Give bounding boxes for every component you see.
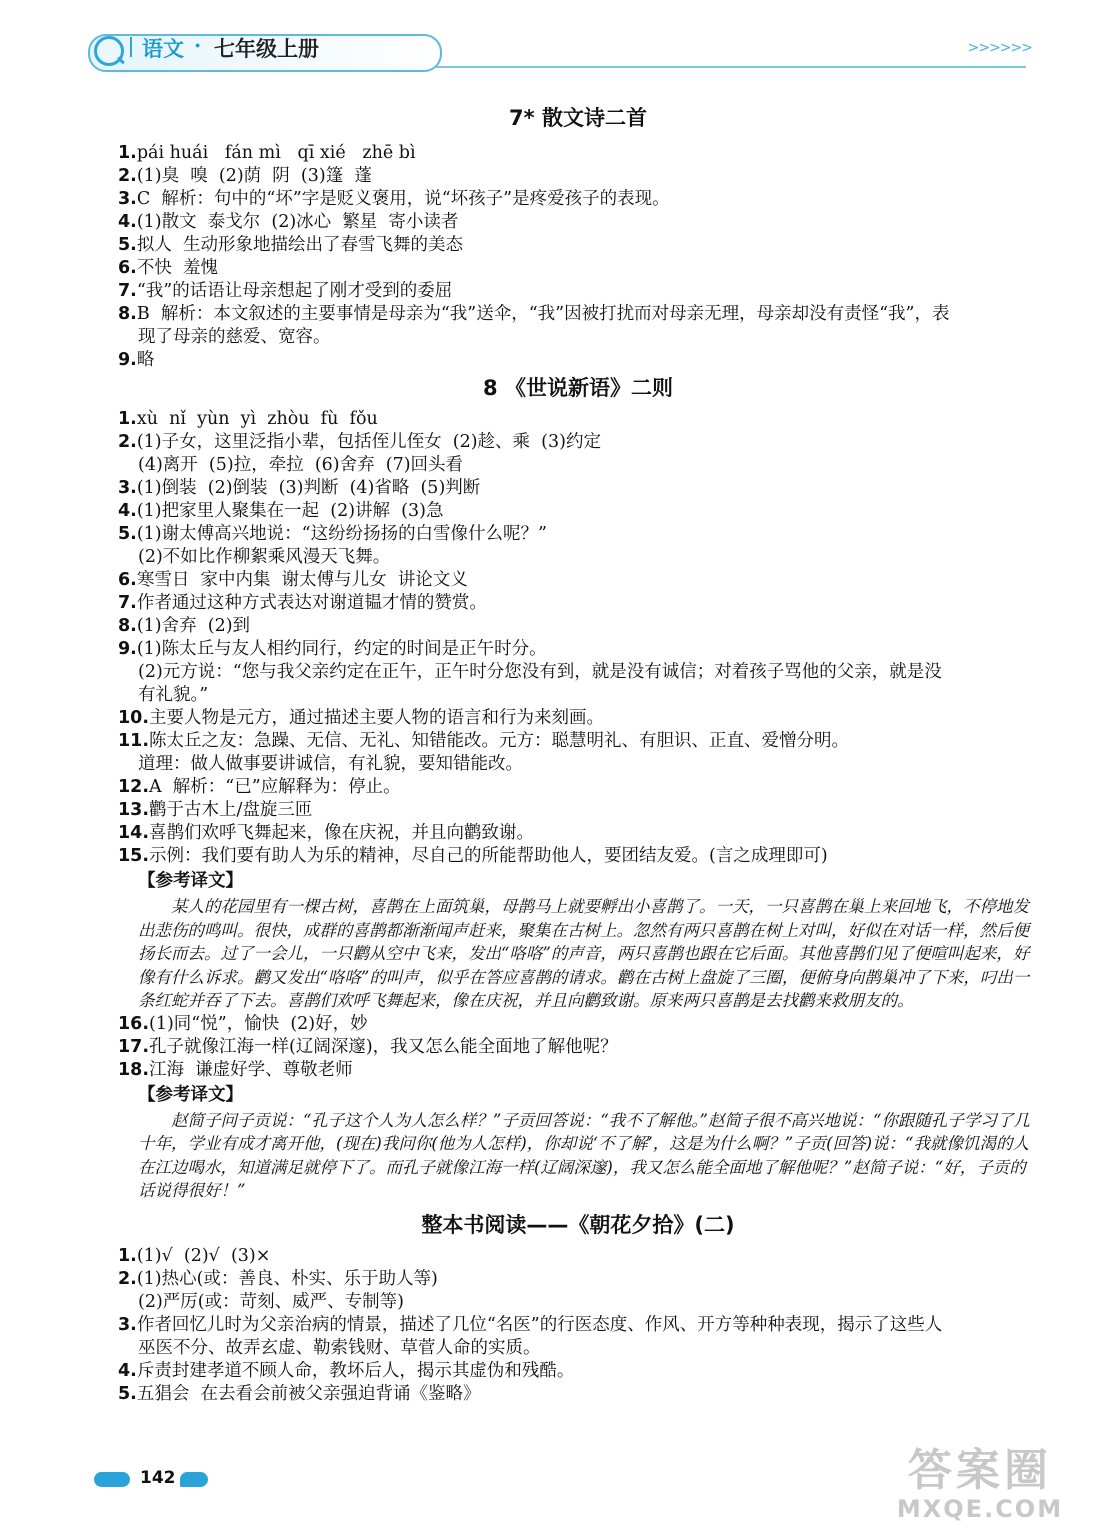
subject-label: 语文 [142, 37, 184, 61]
answer-text: (1)谢太傅高兴地说：“这纷纷扬扬的白雪像什么呢？” [136, 524, 548, 544]
answer-text: 孔子就像江海一样(辽阔深邃)，我又怎么能全面地了解他呢？ [149, 1036, 618, 1057]
answer-line [118, 349, 1038, 372]
answer-content [118, 100, 1038, 1406]
question-number: 7. [118, 281, 137, 301]
answer-text: 作者通过这种方式表达对谢道韫才情的赞赏。 [136, 593, 487, 613]
answer-line [118, 280, 1038, 303]
question-number: 8. [118, 616, 137, 636]
question-number: 9. [118, 639, 137, 659]
header-divider [130, 37, 132, 57]
question-number: 12. [118, 777, 150, 797]
question-number: 2. [118, 432, 137, 452]
answer-line [118, 592, 1038, 615]
question-number: 2. [118, 1268, 137, 1289]
answer-line [118, 1314, 1038, 1337]
answer-line [118, 408, 1038, 431]
question-number: 11. [118, 731, 150, 751]
answer-text: 五猖会 在去看会前被父亲强迫背诵《鉴略》 [136, 1383, 481, 1404]
watermark-url: MXQE.COM [896, 1495, 1064, 1523]
answer-line [118, 638, 1038, 661]
answer-text: A 解析：“已”应解释为：停止。 [149, 777, 401, 797]
question-number: 4. [118, 212, 137, 232]
question-number: 7. [118, 593, 137, 613]
question-number: 8. [118, 304, 137, 324]
answer-text: (1)散文 泰戈尔 (2)冰心 繁星 寄小读者 [136, 212, 459, 232]
watermark-logo [885, 1446, 1075, 1526]
page-header [88, 30, 1038, 76]
answer-text: 喜鹊们欢呼飞舞起来，像在庆祝，并且向鹳致谢。 [149, 823, 535, 843]
question-number: 17. [118, 1036, 150, 1057]
question-number: 1. [118, 1245, 137, 1266]
answer-line [118, 1337, 1038, 1360]
book-reading-answers [118, 1245, 1038, 1406]
answer-line [118, 500, 1038, 523]
chevrons-icon: >>>>>> [967, 40, 1032, 56]
header-rule [436, 66, 1026, 68]
answer-line [118, 1291, 1038, 1314]
section-7-answers [118, 142, 1038, 372]
answer-line [118, 142, 1038, 165]
answer-line [118, 799, 1038, 822]
answer-text: 寒雪日 家中内集 谢太傅与儿女 讲论文义 [136, 570, 468, 590]
answer-line [118, 615, 1038, 638]
answer-line [118, 707, 1038, 730]
answer-text: (1)√ (2)√ (3)× [136, 1245, 271, 1266]
answer-text: 略 [136, 350, 155, 370]
question-number: 6. [118, 258, 137, 278]
question-number: 1. [118, 409, 137, 429]
answer-line [118, 165, 1038, 188]
answer-text: (1)子女，这里泛指小辈，包括侄儿侄女 (2)趁、乘 (3)约定 [136, 432, 601, 452]
answer-text: 陈太丘之友：急躁、无信、无礼、知错能改。元方：聪慧明礼、有胆识、正直、爱憎分明。 [149, 731, 850, 751]
question-number: 4. [118, 501, 137, 521]
magnifier-icon [94, 36, 124, 66]
question-number: 18. [118, 1059, 150, 1080]
question-number: 3. [118, 189, 137, 209]
answer-text: (4)离开 (5)拉，牵拉 (6)舍弃 (7)回头看 [138, 455, 464, 475]
question-number: 16. [118, 1013, 150, 1034]
answer-text: B 解析：本文叙述的主要事情是母亲为“我”送伞，“我”因被打扰而对母亲无理，母亲却没有责怪“我”，表 [136, 304, 950, 324]
question-number: 9. [118, 350, 137, 370]
answer-text: “我”的话语让母亲想起了刚才受到的委屈 [136, 281, 453, 301]
question-number: 3. [118, 478, 137, 498]
question-number: 5. [118, 524, 137, 544]
section-title-8: 8 《世说新语》二则 [483, 376, 673, 400]
answer-line [118, 661, 1038, 684]
answer-text: (2)不如比作柳絮乘风漫天飞舞。 [138, 547, 391, 567]
reference-translation-1: 某人的花园里有一棵古树，喜鹊在上面筑巢，母鹊马上就要孵出小喜鹊了。一天，一只喜鹊在巢上来回地飞，不停地发出悲伤的鸣叫。很快，成群的喜鹊都渐渐闻声赶来，聚集在古树上。忽然有两只喜鹊在树上对叫，好似在对话一样，然后便扬长而去。过了一会儿，一只鹳从空中飞来，发出“咯咯”的声音，两只喜鹊也跟在它后面。其他喜鹊们见了便喧叫起来，好像有什么诉求。鹳又发出“咯咯”的叫声，似乎在答应喜鹊的请求。鹳在古树上盘旋了三圈，便俯身向鹊巢冲了下来，叼出一条红蛇并吞了下去。喜鹊们欢呼飞舞起来，像在庆祝，并且向鹳致谢。原来两只喜鹊是去找鹳来救朋友的。 [138, 897, 1030, 1010]
answer-line [118, 753, 1038, 776]
answer-text: pái huái fán mì qī xié zhē bì [136, 143, 416, 163]
answer-line [118, 822, 1038, 845]
answer-line [118, 303, 1038, 326]
header-dot: · [194, 33, 202, 58]
answer-line [118, 257, 1038, 280]
answer-text: (1)倒装 (2)倒装 (3)判断 (4)省略 (5)判断 [136, 478, 481, 498]
answer-line [118, 1360, 1038, 1383]
answer-line [118, 1013, 1038, 1036]
answer-text: 斥责封建孝道不顾人命，教坏后人，揭示其虚伪和残酷。 [136, 1360, 575, 1381]
section-8-answers [118, 408, 1038, 868]
question-number: 3. [118, 1314, 137, 1335]
answer-text: 现了母亲的慈爱、宽容。 [138, 327, 331, 347]
answer-text: 巫医不分、故弄玄虚、勒索钱财、草菅人命的实质。 [138, 1337, 541, 1358]
answer-text: xù nǐ yùn yì zhòu fù fǒu [136, 409, 378, 429]
answer-line [118, 1036, 1038, 1059]
question-number: 14. [118, 823, 150, 843]
reference-translation-label-2: 【参考译文】 [138, 1084, 243, 1105]
question-number: 13. [118, 800, 150, 820]
answer-line [118, 1245, 1038, 1268]
answer-text: (1)热心(或：善良、朴实、乐于助人等) [136, 1268, 438, 1289]
question-number: 10. [118, 708, 150, 728]
question-number: 6. [118, 570, 137, 590]
footer-decoration-right [180, 1472, 208, 1487]
answer-line [118, 546, 1038, 569]
answer-text: 拟人 生动形象地描绘出了春雪飞舞的美态 [136, 235, 463, 255]
answer-line [118, 1383, 1038, 1406]
answer-line [118, 523, 1038, 546]
question-number: 15. [118, 846, 150, 866]
answer-line [118, 477, 1038, 500]
answer-text: (2)元方说：“您与我父亲约定在正午，正午时分您没有到，就是没有诚信；对着孩子骂他的父亲，就是没 [138, 662, 942, 682]
answer-line [118, 845, 1038, 868]
answer-text: 道理：做人做事要讲诚信，有礼貌，要知错能改。 [138, 754, 523, 774]
reference-translation-label: 【参考译文】 [138, 871, 243, 891]
answer-line [118, 776, 1038, 799]
answer-text: (1)臭 嗅 (2)荫 阴 (3)篷 蓬 [136, 166, 372, 186]
answer-text: 有礼貌。” [138, 685, 209, 705]
answer-line [118, 684, 1038, 707]
answer-text: 不快 羞愧 [136, 258, 218, 278]
answer-text: (1)舍弃 (2)到 [136, 616, 251, 636]
section-8-answers-cont [118, 1013, 1038, 1082]
answer-line [118, 211, 1038, 234]
answer-line [118, 1268, 1038, 1291]
question-number: 5. [118, 1383, 137, 1404]
answer-text: C 解析：句中的“坏”字是贬义褒用，说“坏孩子”是疼爱孩子的表现。 [136, 189, 670, 209]
watermark-title: 答案圈 [908, 1445, 1052, 1496]
answer-text: 江海 谦虚好学、尊敬老师 [149, 1059, 353, 1080]
question-number: 4. [118, 1360, 137, 1381]
reference-translation-2: 赵简子问子贡说：“孔子这个人为人怎么样？”子贡回答说：“我不了解他。”赵简子很不高兴地说：“你跟随孔子学习了几十年，学业有成才离开他，(现在)我问你(他为人怎样)，你却说‘不了解’，这是为什么啊？”子贡(回答)说：“我就像饥渴的人在江边喝水，知道满足就停下了。而孔子就像江海一样(辽阔深邃)，我又怎么能全面地了解他呢？”赵简子说：“好，子贡的话说得很好！” [138, 1110, 1030, 1200]
answer-text: (1)把家里人聚集在一起 (2)讲解 (3)急 [136, 501, 444, 521]
footer-decoration-left [94, 1472, 130, 1487]
answer-line [118, 730, 1038, 753]
answer-line [118, 188, 1038, 211]
answer-line [118, 569, 1038, 592]
section-title-7: 7* 散文诗二首 [509, 106, 647, 130]
answer-line [118, 234, 1038, 257]
answer-text: 作者回忆儿时为父亲治病的情景，描述了几位“名医”的行医态度、作风、开方等种种表现，揭示了这些人 [136, 1314, 943, 1335]
answer-line [118, 1059, 1038, 1082]
answer-line [118, 326, 1038, 349]
question-number: 1. [118, 143, 137, 163]
question-number: 5. [118, 235, 137, 255]
page-number: 142 [140, 1468, 176, 1488]
answer-line [118, 431, 1038, 454]
answer-text: (1)陈太丘与友人相约同行，约定的时间是正午时分。 [136, 639, 547, 659]
grade-label: 七年级上册 [214, 37, 319, 61]
answer-text: (2)严厉(或：苛刻、威严、专制等) [138, 1291, 404, 1312]
section-title-book-reading: 整本书阅读——《朝花夕拾》(二) [421, 1212, 735, 1237]
answer-line [118, 454, 1038, 477]
answer-text: (1)同“悦”，愉快 (2)好，妙 [149, 1013, 368, 1034]
answer-text: 鹳于古木上/盘旋三匝 [149, 800, 313, 820]
answer-text: 示例：我们要有助人为乐的精神，尽自己的所能帮助他人，要团结友爱。(言之成理即可) [149, 846, 828, 866]
answer-text: 主要人物是元方，通过描述主要人物的语言和行为来刻画。 [149, 708, 605, 728]
question-number: 2. [118, 166, 137, 186]
